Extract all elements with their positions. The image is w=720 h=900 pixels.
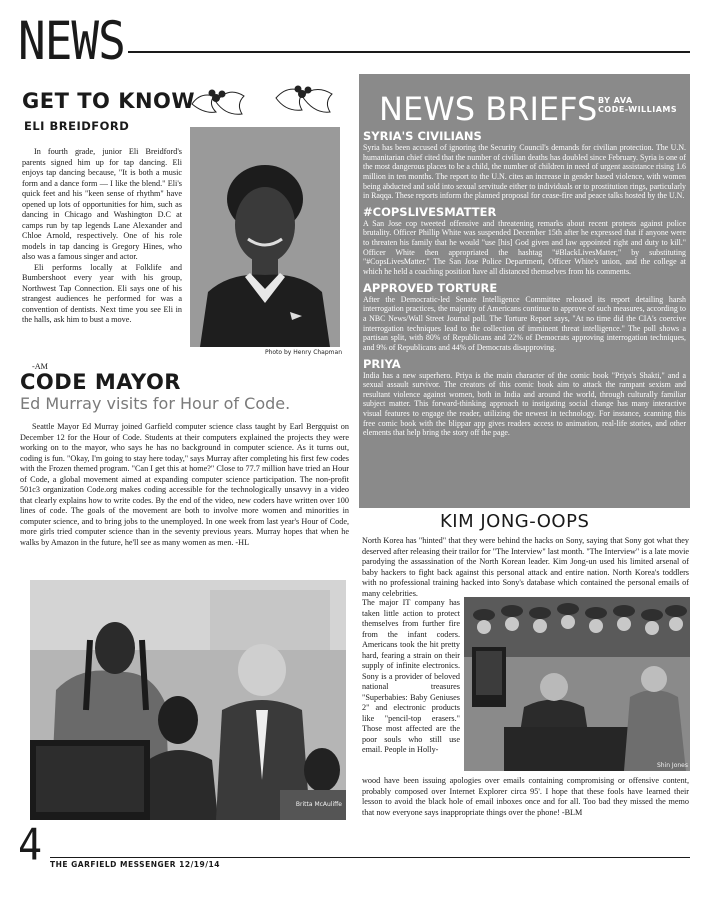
- brief-item: [363, 281, 686, 353]
- code-mayor-article: [20, 422, 349, 548]
- soldiers-photo: [464, 597, 690, 771]
- brief-text: After the Democratic-led Senate Intelligence Committee released its report detailing harsh interrogation practices, the majority of Americans continue to approve of such measures, according to a NBC News/Wall Street Journal poll. The Torture Report says, "At no time did the CIA's coercive interrogation techniques lead to the collection of imminent threat intelligence." The poll shows a partisan split, with 80% of Republicans and 22% of Democrats approving interrogation techniques, and 9% of Republicans and 44% of Democrats disapproving.: [363, 294, 686, 352]
- brief-text: A San Jose cop tweeted offensive and threatening remarks about recent protests against police brutality. Officer Phillip White was suspended December 15th after he expressed that if anyone were to threaten his family that he would "use [his] God given and law appointed right and duty to kill." Officer White then appropriated the hashtag "#BlackLivesMatter," by substituting "#CopsLivesMatter." The San Jose Police Department, Officer White's union, and the college at which he held a coaching position have all distanced themselves from his comments.: [363, 218, 686, 277]
- byline-line: BY AVA: [598, 96, 633, 105]
- publication-footer: THE GARFIELD MESSENGER 12/19/14: [50, 860, 220, 869]
- brief-heading: #COPSLIVESMATTER: [363, 204, 497, 219]
- classroom-illustration-icon: [30, 580, 346, 820]
- soldiers-photo-credit: Shin Jones: [656, 762, 688, 769]
- brief-item: [363, 129, 686, 201]
- portrait-photo: [190, 127, 340, 347]
- profile-article: [22, 147, 182, 326]
- profile-name: ELI BREIDFORD: [24, 119, 130, 133]
- news-briefs-title: NEWS BRIEFS: [379, 90, 598, 128]
- brief-item: [363, 357, 686, 438]
- soldiers-illustration-icon: [464, 597, 690, 771]
- classroom-photo: [30, 580, 346, 820]
- news-briefs-box: [359, 74, 690, 508]
- classroom-photo-credit: Britta McAuliffe: [295, 801, 342, 808]
- footer-rule: [50, 857, 690, 858]
- portrait-photo-credit: Photo by Henry Chapman: [264, 349, 342, 356]
- code-mayor-paragraph: Seattle Mayor Ed Murray joined Garfield computer science class taught by Earl Bergquist on December 12 for the Hour of Code. Students at their computers explained the projects they were working on to the mayor, who says he has no background in computer science. As it turns out, coding is fun. "Okay, I'm going to stay here today," says Murray after completing his first few codes with the Frozen themed program. "Can I get this at home?" Close to 77.7 million have tried an Hour of Code, a global movement aimed at expanding computer science participation. The non-profit 501c3 organization Code.org makes coding accessible for the technologically unsavvy in a video that clearly explains how to write codes. By the end of the video, new coders have written over 100 lines of code. The goals of the movement are both to involve more women and minorities in computer science, and to bring jobs to the unemployed. In one week from last year's Hour of Code, more girls tried computer science than in the seventy previous years. Murray hopes that when he walks by Amazon in the future, he'll see as many women as men. -HL: [20, 422, 349, 547]
- profile-paragraph: Eli performs locally at Folklife and Bumbershoot every year with his group, Northwest Tap Connection. Eli says one of his strangest audiences he performed for was a convention of dentists. Next time you see Eli in the halls, ask him to bust a move.: [22, 262, 182, 324]
- news-briefs-list: [363, 129, 686, 442]
- code-mayor-subheading: Ed Murray visits for Hour of Code.: [20, 394, 291, 413]
- get-to-know-heading: GET TO KNOW: [22, 89, 196, 113]
- code-mayor-heading: CODE MAYOR: [20, 370, 181, 394]
- byline-line: CODE-WILLIAMS: [598, 105, 678, 114]
- kim-article-outro: wood have been issuing apologies over emails containing compromising or offensive content, probably composed over Internet Explorer circa 95'. I hope that these fools have learned their lesson to avoid the black hole of email inboxes once and for all. Too bad they missed the memo that now everyone says inappropriate things over the phone! -BLM: [362, 776, 689, 817]
- kim-jong-oops-heading: KIM JONG-OOPS: [440, 511, 590, 532]
- masthead-rule: [128, 51, 690, 53]
- brief-item: [363, 205, 686, 277]
- kim-article-intro: North Korea has "hinted" that they were behind the hacks on Sony, saying that Sony got what they deserved after releasing their trailor for "The Interview" last month. "The Interview" is a late movie parodying the assassination of the North Korean leader. Kim Jong-un used his limited arsenal of baby hackers to fight back against this personal attack and entire nation. North Korea's toddlers with no professional training hacked into Sony's database which contained the personal emails of many celebrities.: [362, 536, 689, 598]
- profile-signoff: -AM: [32, 362, 48, 371]
- brief-heading: APPROVED TORTURE: [363, 280, 498, 295]
- brief-heading: SYRIA'S CIVILIANS: [363, 129, 482, 143]
- holly-decoration-icon: [186, 74, 346, 122]
- kim-article-column: The major IT company has taken little action to protect themselves from further fire from the infant coders. Americans took the hit pretty hard, fearing a strain on their supply of infinite electronics. Sony is a provider of beloved national treasures "Superbabies: Baby Geniuses 2" and electronic products like "pencil-top erasers." Those most affected are the poor souls who still use email. People in Holly-: [362, 598, 460, 754]
- section-title: NEWS: [18, 9, 125, 72]
- news-briefs-byline: [598, 96, 677, 114]
- profile-paragraph: In fourth grade, junior Eli Breidford's parents signed him up for tap dancing. Eli enjoys tap dancing because, "It is both a music form and a dance form — I like the blend." Eli's quick feet and his "keen sense of rhythm" have opened up lots of opportunities for him, such as dancing in Chicago and Washington D.C at camps run by tap legends Lane Alexander and Chloe Arnold, respectively. One of his role models in tap dancing is Gregory Hines, who also was a famous singer and actor.: [22, 147, 182, 261]
- portrait-illustration-icon: [190, 127, 340, 347]
- brief-heading: PRIYA: [363, 356, 401, 371]
- brief-text: Syria has been accused of ignoring the Security Council's demands for civilian protection. The U.N. humanitarian chief cited that the number of civilian deaths has doubled since February. Syria is one of the most dangerous places to be a child, the number of children in need of urgent assistance rising 1.6 million in ten months. The report to the U.N. cites an increase in gender based violence, with women being abducted and sold into sexual servitude either to individuals or to prostitution rings, particularly in Raqqa. These reports inform the planned proposal for cease-fire and peace talks hosted by the U.N.: [363, 143, 686, 201]
- brief-text: India has a new superhero. Priya is the main character of the comic book "Priya's Shakti," and a sexual assault survivor. The creators of this comic book aim to attack the rampant sexism and resultant violence against women, both in India and around the world, through culturally familiar subject matter. This forward-thinking approach to instigating social change has many interactive visual features to engage the reader, utilizing the newest in technology. For instance, scanning this free comic book with the blippar app gives readers access to animation, real-life stories, and other elements that help bring the story off the page.: [363, 370, 686, 438]
- page-number: 4: [18, 819, 43, 871]
